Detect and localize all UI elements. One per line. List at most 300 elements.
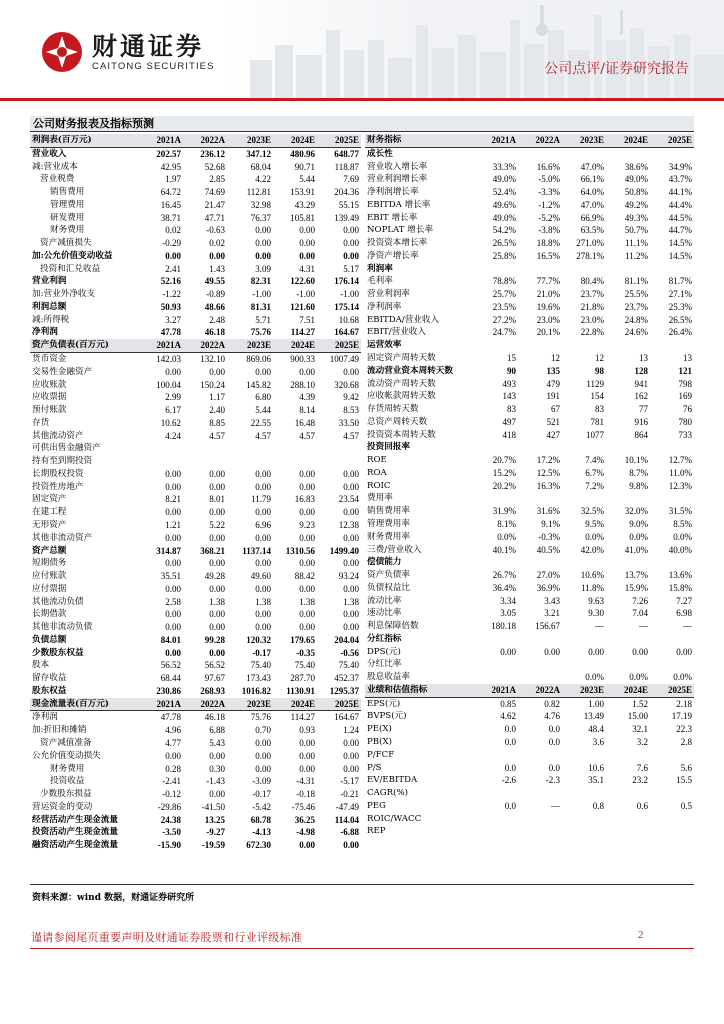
value-cell: 14.5% xyxy=(668,238,692,249)
value-cell: — xyxy=(595,621,604,632)
value-cell: 25.7% xyxy=(492,289,516,300)
table-row xyxy=(30,455,361,468)
row-label: EBITDA/营业收入 xyxy=(367,314,440,325)
table-row xyxy=(365,710,694,723)
value-cell: 24.38 xyxy=(160,814,181,825)
value-cell: 9.5% xyxy=(585,518,604,529)
row-label: 管理费用率 xyxy=(367,518,410,529)
table-row xyxy=(30,288,361,301)
value-cell: 7.04 xyxy=(632,608,648,619)
value-cell: 0.00 xyxy=(255,250,271,261)
value-cell xyxy=(562,749,606,762)
value-cell: 1016.82 xyxy=(241,685,271,696)
value-cell: 10.6% xyxy=(580,570,604,581)
value-cell: 49.3% xyxy=(624,212,648,223)
table-row xyxy=(365,441,694,454)
value-cell: 35.51 xyxy=(160,571,181,582)
table-row xyxy=(30,685,361,698)
value-cell: -3.8% xyxy=(538,225,560,236)
value-cell: 77.7% xyxy=(536,276,560,287)
value-cell xyxy=(518,147,562,160)
value-cell: 6.98 xyxy=(676,608,692,619)
table-row xyxy=(365,339,694,352)
row-label: 固定资产周转天数 xyxy=(367,353,436,364)
row-label: 投资收益 xyxy=(50,776,85,787)
value-cell xyxy=(650,556,694,569)
table-row xyxy=(30,724,361,737)
value-cell: 1.38 xyxy=(343,596,359,607)
value-cell: 0.00 xyxy=(209,507,225,518)
value-cell: 15.8% xyxy=(668,582,692,593)
row-label: 加:折旧和摊销 xyxy=(32,725,87,736)
row-label: 资产负债表(百万元) xyxy=(30,339,139,352)
value-cell: 2024E xyxy=(273,698,317,711)
value-cell: 40.5% xyxy=(536,544,560,555)
value-cell: 9.23 xyxy=(299,519,315,530)
value-cell: 40.1% xyxy=(492,544,516,555)
value-cell xyxy=(273,455,317,468)
table-row xyxy=(365,569,694,582)
row-label: PE(X) xyxy=(367,724,392,735)
value-cell: 97.67 xyxy=(204,673,225,684)
value-cell: 47.78 xyxy=(160,327,181,338)
row-label: 流动营业资本周转天数 xyxy=(367,365,453,376)
value-cell xyxy=(139,455,183,468)
value-cell: 112.81 xyxy=(246,187,271,198)
value-cell: 150.24 xyxy=(200,379,225,390)
value-cell: 52.68 xyxy=(204,161,225,172)
value-cell xyxy=(317,442,361,455)
row-label: 融资活动产生现金流量 xyxy=(32,840,118,851)
value-cell: 50.8% xyxy=(624,187,648,198)
value-cell: 418 xyxy=(502,429,516,440)
value-cell: 43.29 xyxy=(294,199,315,210)
value-cell: 5.44 xyxy=(255,405,271,416)
value-cell: 2.99 xyxy=(165,392,181,403)
value-cell: -0.89 xyxy=(206,289,225,300)
value-cell: 0.85 xyxy=(500,698,516,709)
value-cell xyxy=(562,658,606,671)
value-cell: 2021A xyxy=(139,134,183,147)
row-label: 货币资金 xyxy=(32,354,67,365)
table-row xyxy=(365,787,694,800)
value-cell: 0.00 xyxy=(209,468,225,479)
value-cell: 0.0% xyxy=(629,531,648,542)
value-cell: 90 xyxy=(507,365,516,376)
value-cell: 26.5% xyxy=(668,314,692,325)
value-cell: -1.00 xyxy=(252,289,271,300)
value-cell xyxy=(518,441,562,454)
value-cell xyxy=(474,556,518,569)
value-cell xyxy=(518,671,562,684)
value-cell: 7.6 xyxy=(636,762,648,773)
value-cell: 179.65 xyxy=(290,634,315,645)
value-cell: 2023E xyxy=(227,134,273,147)
value-cell: 76 xyxy=(683,404,692,415)
value-cell: 869.06 xyxy=(246,354,271,365)
value-cell: 9.1% xyxy=(541,518,560,529)
value-cell: 1.17 xyxy=(209,392,225,403)
value-cell: 4.22 xyxy=(255,174,271,185)
row-label: 销售费用 xyxy=(50,187,85,198)
value-cell: 0.0% xyxy=(585,672,604,683)
value-cell: 21.0% xyxy=(536,289,560,300)
row-label: 应收帐款周转天数 xyxy=(367,391,436,402)
table-row xyxy=(365,173,694,186)
value-cell: 68.04 xyxy=(250,161,271,172)
report-type-label: 公司点评/证券研究报告 xyxy=(544,61,689,77)
value-cell: 162 xyxy=(634,391,648,402)
value-cell: 44.1% xyxy=(668,187,692,198)
row-label: 资产负债率 xyxy=(367,570,410,581)
value-cell: 180.18 xyxy=(491,621,516,632)
value-cell: 0.00 xyxy=(255,532,271,543)
value-cell: 1.38 xyxy=(209,596,225,607)
table-row xyxy=(30,353,361,366)
value-cell: 67 xyxy=(551,404,560,415)
value-cell xyxy=(518,263,562,276)
value-cell: -1.2% xyxy=(538,199,560,210)
value-cell: 13.49 xyxy=(583,711,604,722)
table-row xyxy=(30,199,361,212)
row-label: 少数股东权益 xyxy=(32,647,84,658)
value-cell: -6.88 xyxy=(340,827,359,838)
value-cell xyxy=(606,556,650,569)
value-cell: 77 xyxy=(639,404,648,415)
table-header-row xyxy=(30,134,361,147)
value-cell: -5.2% xyxy=(538,212,560,223)
value-cell: 0.00 xyxy=(255,225,271,236)
value-cell: 0.00 xyxy=(343,840,359,851)
value-cell: -0.56 xyxy=(340,647,359,658)
value-cell: -41.50 xyxy=(201,801,225,812)
value-cell: 75.40 xyxy=(294,660,315,671)
value-cell xyxy=(606,825,650,838)
caitong-logo-icon xyxy=(40,30,84,74)
value-cell: 2.40 xyxy=(209,405,225,416)
value-cell: 48.66 xyxy=(204,301,225,312)
value-cell: 8.14 xyxy=(299,405,315,416)
table-row xyxy=(30,672,361,685)
value-cell: 63.5% xyxy=(580,225,604,236)
row-label: EV/EBITDA xyxy=(367,775,418,786)
value-cell: 0.00 xyxy=(632,646,648,657)
value-cell: 75.76 xyxy=(250,712,271,723)
value-cell: 38.6% xyxy=(624,161,648,172)
row-label: 净利润增长率 xyxy=(367,187,419,198)
value-cell: 10.68 xyxy=(338,314,359,325)
value-cell: 118.87 xyxy=(334,161,359,172)
value-cell: 154 xyxy=(590,391,604,402)
value-cell: 15.00 xyxy=(627,711,648,722)
table-row xyxy=(30,186,361,199)
value-cell: 0.00 xyxy=(165,366,181,377)
value-cell: 0.00 xyxy=(209,250,225,261)
value-cell: 0.00 xyxy=(165,250,181,261)
row-label: 流动资产周转天数 xyxy=(367,378,436,389)
value-cell: 23.2 xyxy=(632,775,648,786)
table-row xyxy=(30,404,361,417)
row-label: P/FCF xyxy=(367,749,395,760)
value-cell: 0.00 xyxy=(299,225,315,236)
value-cell: 52.16 xyxy=(160,276,181,287)
value-cell: 90.71 xyxy=(294,161,315,172)
value-cell: 22.3 xyxy=(676,724,692,735)
value-cell: 19.6% xyxy=(536,301,560,312)
value-cell: 2025E xyxy=(317,698,361,711)
logo-text-cn: 财通证券 xyxy=(92,31,205,61)
value-cell xyxy=(562,825,606,838)
row-label: 毛利率 xyxy=(367,276,393,287)
row-label: 投资回报率 xyxy=(367,442,410,453)
value-cell: 0.0% xyxy=(497,531,516,542)
row-label: 管理费用 xyxy=(50,199,85,210)
value-cell xyxy=(606,658,650,671)
row-label: 净利润 xyxy=(32,712,58,723)
row-label: 三费/营业收入 xyxy=(367,544,422,555)
table-row xyxy=(30,250,361,263)
table-row xyxy=(365,161,694,174)
table-row xyxy=(365,365,694,378)
value-cell: -0.17 xyxy=(252,789,271,800)
table-row xyxy=(30,583,361,596)
value-cell: 5.71 xyxy=(255,314,271,325)
value-cell: 68.78 xyxy=(250,814,271,825)
value-cell: 84.01 xyxy=(160,634,181,645)
row-label: 投资性房地产 xyxy=(32,481,84,492)
value-cell: 13.7% xyxy=(624,570,648,581)
value-cell: 6.80 xyxy=(255,392,271,403)
row-label: 股本 xyxy=(32,660,50,671)
value-cell: 122.60 xyxy=(290,276,315,287)
value-cell xyxy=(606,441,650,454)
value-cell: 0.00 xyxy=(255,737,271,748)
table-row xyxy=(365,326,694,339)
value-cell: 479 xyxy=(546,378,560,389)
table-row xyxy=(365,595,694,608)
value-cell: -75.46 xyxy=(291,801,315,812)
row-label: 资产减值损失 xyxy=(40,238,92,249)
value-cell: 114.27 xyxy=(290,712,315,723)
table-row xyxy=(365,250,694,263)
value-cell: 9.0% xyxy=(629,518,648,529)
value-cell: 13 xyxy=(683,353,692,364)
row-label: 分红比率 xyxy=(367,659,402,670)
value-cell: 42.0% xyxy=(580,544,604,555)
value-cell: 0.0% xyxy=(673,672,692,683)
value-cell: 2.48 xyxy=(209,314,225,325)
table-row xyxy=(365,813,694,826)
value-cell: 54.2% xyxy=(492,225,516,236)
value-cell: 0.00 xyxy=(165,532,181,543)
value-cell: 11.2% xyxy=(625,250,648,261)
value-cell xyxy=(650,825,694,838)
value-cell: 0.00 xyxy=(165,647,181,658)
value-cell xyxy=(650,147,694,160)
table-row xyxy=(365,224,694,237)
value-cell xyxy=(227,455,273,468)
table-row xyxy=(30,442,361,455)
table-row xyxy=(30,545,361,558)
value-cell: 2025E xyxy=(317,339,361,352)
value-cell xyxy=(606,492,650,505)
value-cell: 0.8 xyxy=(592,800,604,811)
value-cell: 25.3% xyxy=(668,301,692,312)
value-cell: 202.57 xyxy=(156,148,181,159)
value-cell: 153.91 xyxy=(290,187,315,198)
value-cell: 20.2% xyxy=(492,480,516,491)
value-cell: 3.43 xyxy=(544,595,560,606)
value-cell: 121 xyxy=(678,365,692,376)
value-cell: 66.1% xyxy=(580,174,604,185)
value-cell: 0.00 xyxy=(343,532,359,543)
table-row xyxy=(365,212,694,225)
value-cell: 36.25 xyxy=(294,814,315,825)
value-cell: 191 xyxy=(546,391,560,402)
table-row xyxy=(30,212,361,225)
table-row xyxy=(365,658,694,671)
row-label: 应收账款 xyxy=(32,379,67,390)
value-cell: 0.00 xyxy=(255,468,271,479)
value-cell: 49.0% xyxy=(624,174,648,185)
row-label: 财务费用 xyxy=(50,225,85,236)
value-cell: 204.04 xyxy=(334,634,359,645)
value-cell: -1.43 xyxy=(206,776,225,787)
table-row xyxy=(365,633,694,646)
value-cell: 521 xyxy=(546,416,560,427)
value-cell: 33.3% xyxy=(492,161,516,172)
value-cell: 11.1% xyxy=(625,238,648,249)
table-row xyxy=(30,430,361,443)
value-cell xyxy=(606,633,650,646)
value-cell: 9.63 xyxy=(588,595,604,606)
value-cell: 23.5% xyxy=(492,301,516,312)
value-cell: 82.31 xyxy=(250,276,271,287)
value-cell: 1.97 xyxy=(165,174,181,185)
value-cell: 164.67 xyxy=(334,327,359,338)
table-row xyxy=(30,224,361,237)
value-cell: 38.71 xyxy=(160,212,181,223)
value-cell: 916 xyxy=(634,416,648,427)
value-cell: 0.00 xyxy=(676,646,692,657)
row-label: PB(X) xyxy=(367,736,392,747)
value-cell: 40.0% xyxy=(668,544,692,555)
table-row xyxy=(30,596,361,609)
value-cell: 0.00 xyxy=(299,750,315,761)
table-row xyxy=(365,237,694,250)
value-cell: 31.6% xyxy=(536,506,560,517)
value-cell xyxy=(518,658,562,671)
row-label: REP xyxy=(367,826,386,837)
value-cell: 497 xyxy=(502,416,516,427)
value-cell: -0.21 xyxy=(340,789,359,800)
table-row xyxy=(365,314,694,327)
value-cell: 0.00 xyxy=(255,609,271,620)
value-cell xyxy=(650,787,694,800)
value-cell: 128 xyxy=(634,365,648,376)
value-cell: 64.0% xyxy=(580,187,604,198)
value-cell: 278.1% xyxy=(576,250,604,261)
table-row xyxy=(30,314,361,327)
table-row xyxy=(30,737,361,750)
value-cell: 0.00 xyxy=(299,250,315,261)
value-cell xyxy=(562,633,606,646)
value-cell: 31.9% xyxy=(492,506,516,517)
value-cell: -1.00 xyxy=(340,289,359,300)
row-label: 减:所得税 xyxy=(32,314,70,325)
value-cell: 23.0% xyxy=(580,314,604,325)
table-row xyxy=(365,275,694,288)
table-row xyxy=(365,416,694,429)
row-label: 净资产增长率 xyxy=(367,250,419,261)
value-cell xyxy=(562,813,606,826)
table-row xyxy=(30,519,361,532)
row-label: 应付账款 xyxy=(32,571,67,582)
value-cell: 20.1% xyxy=(536,327,560,338)
value-cell: 2025E xyxy=(650,684,694,697)
value-cell: -29.86 xyxy=(157,801,181,812)
value-cell: 13.6% xyxy=(668,570,692,581)
value-cell xyxy=(474,492,518,505)
table-row xyxy=(30,750,361,763)
row-label: 负债总额 xyxy=(32,634,67,645)
value-cell xyxy=(273,442,317,455)
value-cell: 0.00 xyxy=(255,558,271,569)
value-cell: -47.49 xyxy=(335,801,359,812)
value-cell: 4.62 xyxy=(500,711,516,722)
value-cell: -3.09 xyxy=(252,776,271,787)
value-cell: 3.27 xyxy=(165,314,181,325)
value-cell: 47.0% xyxy=(580,161,604,172)
value-cell: 2025E xyxy=(317,134,361,147)
table-row xyxy=(365,518,694,531)
value-cell: 0.0 xyxy=(548,736,560,747)
value-cell: 83 xyxy=(507,404,516,415)
table-row xyxy=(30,263,361,276)
value-cell: -2.6 xyxy=(501,775,516,786)
value-cell: 0.00 xyxy=(299,481,315,492)
table-bottom-rule xyxy=(30,884,694,885)
value-cell: -0.12 xyxy=(162,789,181,800)
table-row xyxy=(30,711,361,724)
row-label: 其他流动负债 xyxy=(32,596,84,607)
value-cell: -19.59 xyxy=(201,840,225,851)
value-cell: 76.37 xyxy=(250,212,271,223)
value-cell: 6.17 xyxy=(165,405,181,416)
value-cell: 0.00 xyxy=(500,646,516,657)
row-label: 存货周转天数 xyxy=(367,404,419,415)
value-cell: 0.00 xyxy=(343,238,359,249)
value-cell: 0.00 xyxy=(343,737,359,748)
value-cell: 44.4% xyxy=(668,199,692,210)
row-label: 长期借款 xyxy=(32,609,67,620)
value-cell: 320.68 xyxy=(334,379,359,390)
value-cell xyxy=(606,263,650,276)
value-cell xyxy=(562,556,606,569)
row-label: 分红指标 xyxy=(367,633,402,644)
value-cell: 4.76 xyxy=(544,711,560,722)
value-cell: 75.40 xyxy=(338,660,359,671)
value-cell xyxy=(183,442,227,455)
value-cell: 8.53 xyxy=(343,405,359,416)
value-cell: 0.93 xyxy=(299,725,315,736)
value-cell: 11.0% xyxy=(669,467,692,478)
value-cell: 41.0% xyxy=(624,544,648,555)
value-cell: 21.47 xyxy=(204,199,225,210)
table-row xyxy=(365,646,694,659)
value-cell: 100.04 xyxy=(156,379,181,390)
row-label: 净利润 xyxy=(32,327,58,338)
